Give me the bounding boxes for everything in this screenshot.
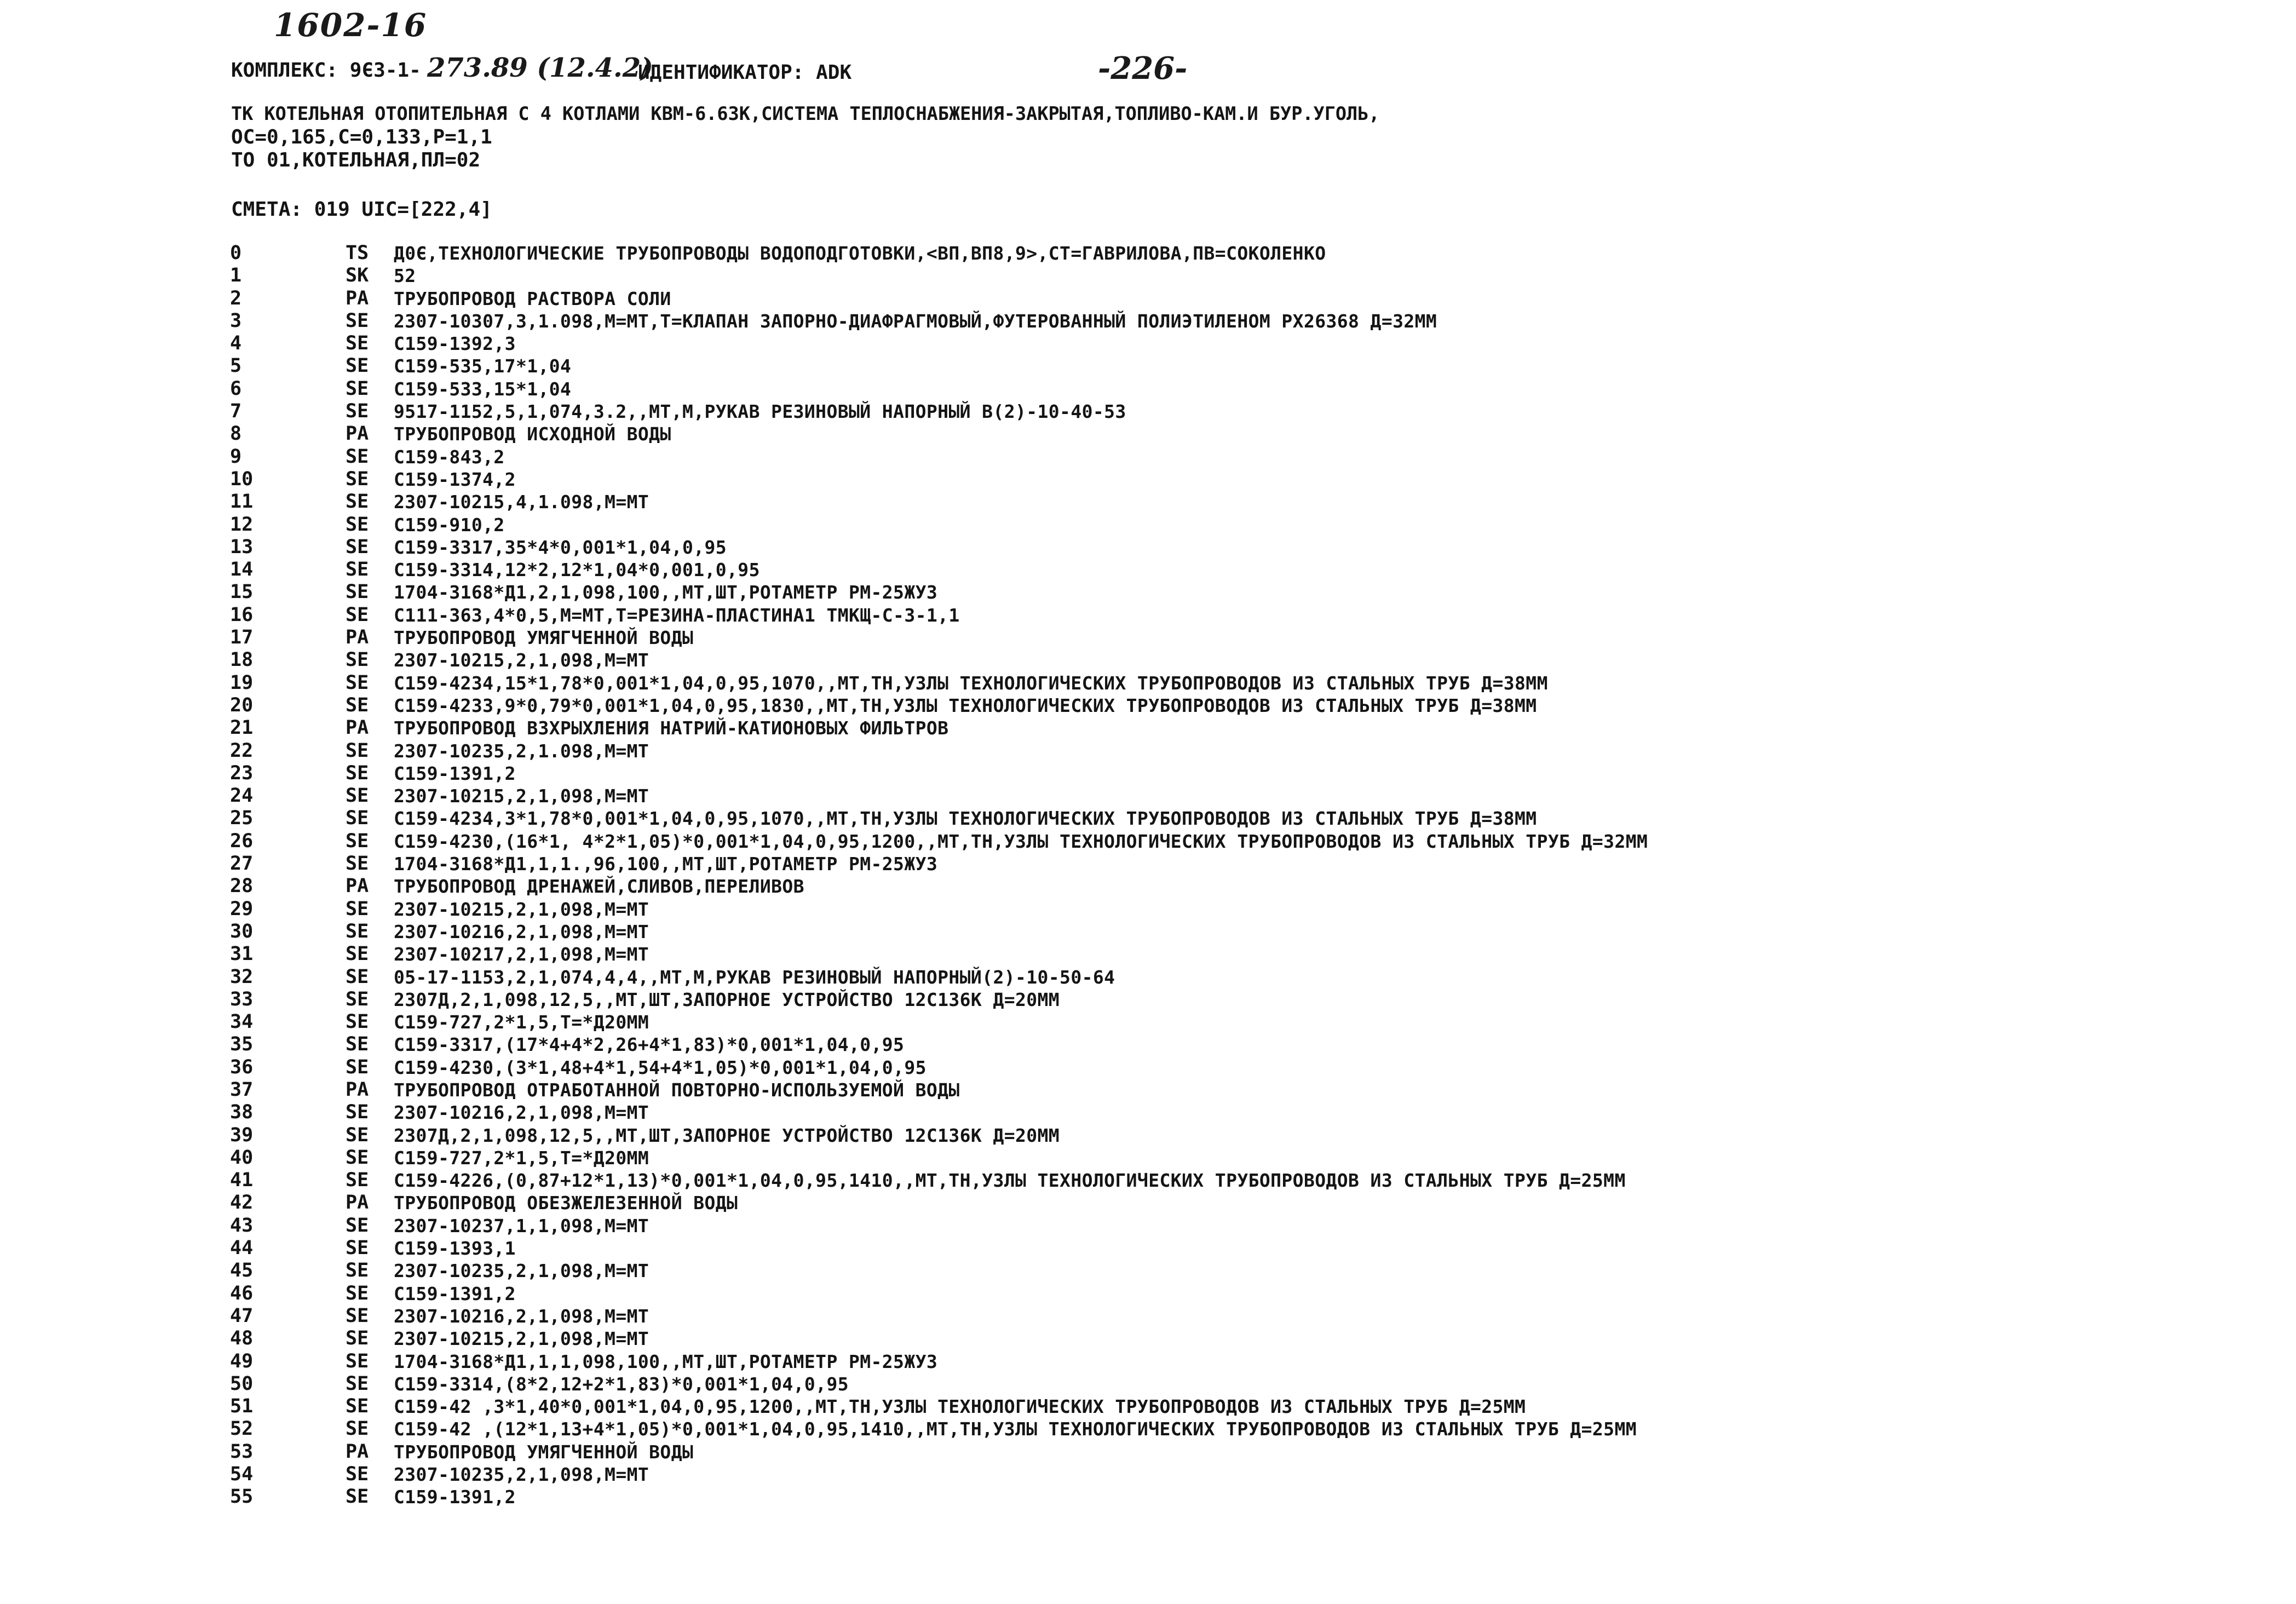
row-code: SE <box>346 468 369 490</box>
row-code: SE <box>346 491 369 513</box>
row-text: С159-3317,35*4*0,001*1,04,0,95 <box>394 536 727 558</box>
row-text: С159-1393,1 <box>394 1238 516 1260</box>
row-text: С159-4230,(3*1,48+4*1,54+4*1,05)*0,001*1,04,0,95 <box>394 1056 927 1078</box>
row-code: PA <box>346 717 369 739</box>
row-number: 6 <box>230 377 242 400</box>
row-code: SE <box>346 536 369 558</box>
row-number: 35 <box>230 1033 254 1056</box>
row-number: 12 <box>230 513 254 536</box>
row-text: С159-4230,(16*1, 4*2*1,05)*0,001*1,04,0,95,1200,,МТ,ТН,УЗЛЫ ТЕХНОЛОГИЧЕСКИХ ТРУБОПРОВОДОВ ИЗ СТАЛЬНЫХ ТРУБ Д=32ММ <box>394 830 1648 852</box>
row-number: 28 <box>230 875 254 898</box>
row-code: SE <box>346 830 369 852</box>
handwritten-complex-code: 273.89 (12.4.2) <box>427 53 653 83</box>
row-text: 2307-10216,2,1,098,М=МТ <box>394 1102 649 1124</box>
row-text: ТРУБОПРОВОД ВЗХРЫХЛЕНИЯ НАТРИЙ-КАТИОНОВЫХ ФИЛЬТРОВ <box>394 717 949 739</box>
row-code: SE <box>346 355 369 377</box>
row-text: 9517-1152,5,1,074,3.2,,МТ,М,РУКАВ РЕЗИНОВЫЙ НАПОРНЫЙ В(2)-10-40-53 <box>394 401 1126 423</box>
row-text: 2307-10235,2,1,098,М=МТ <box>394 1464 649 1486</box>
row-number: 24 <box>230 785 254 807</box>
row-text: С159-1391,2 <box>394 1486 516 1508</box>
row-number: 9 <box>230 445 242 468</box>
row-number: 8 <box>230 423 242 445</box>
row-code: SE <box>346 671 369 694</box>
row-code: SE <box>346 1169 369 1192</box>
row-number: 15 <box>230 581 254 603</box>
row-text: 1704-3168*Д1,2,1,098,100,,МТ,ШТ,РОТАМЕТР РМ-25ЖУЗ <box>394 582 938 603</box>
row-code: SE <box>346 309 369 332</box>
row-text: С159-4234,3*1,78*0,001*1,04,0,95,1070,,МТ,ТН,УЗЛЫ ТЕХНОЛОГИЧЕСКИХ ТРУБОПРОВОДОВ ИЗ СТАЛЬНЫХ ТРУБ Д=38ММ <box>394 808 1537 830</box>
row-number: 13 <box>230 536 254 558</box>
row-number: 37 <box>230 1078 254 1101</box>
row-text: 2307-10215,2,1,098,М=МТ <box>394 649 649 671</box>
identifier-label: ИДЕНТИФИКАТОР: ADK <box>638 61 852 84</box>
row-text: С159-3314,(8*2,12+2*1,83)*0,001*1,04,0,95 <box>394 1373 849 1395</box>
row-code: SE <box>346 1214 369 1237</box>
row-number: 26 <box>230 830 254 852</box>
row-text: С159-727,2*1,5,Т=*Д20ММ <box>394 1011 649 1033</box>
row-number: 52 <box>230 1418 254 1440</box>
handwritten-doc-number: 1602-16 <box>274 7 428 44</box>
row-number: 16 <box>230 603 254 626</box>
row-code: PA <box>346 1192 369 1214</box>
row-code: SE <box>346 445 369 468</box>
row-number: 49 <box>230 1350 254 1372</box>
row-code: SE <box>346 1350 369 1372</box>
row-number: 20 <box>230 694 254 716</box>
row-number: 39 <box>230 1124 254 1146</box>
row-number: 34 <box>230 1011 254 1033</box>
row-text: 2307-10237,1,1,098,М=МТ <box>394 1215 649 1237</box>
row-text: Д0Є,ТЕХНОЛОГИЧЕСКИЕ ТРУБОПРОВОДЫ ВОДОПОДГОТОВКИ,<ВП,ВП8,9>,СТ=ГАВРИЛОВА,ПВ=СОКОЛЕНКО <box>394 243 1326 264</box>
row-text: 2307-10215,2,1,098,М=МТ <box>394 1328 649 1350</box>
row-text: С111-363,4*0,5,М=МТ,Т=РЕЗИНА-ПЛАСТИНА1 ТМКЩ-С-3-1,1 <box>394 604 960 626</box>
smeta-label: СМЕТА: 019 UIC=[222,4] <box>231 198 492 221</box>
row-code: SE <box>346 920 369 942</box>
row-text: С159-3314,12*2,12*1,04*0,001,0,95 <box>394 559 760 581</box>
row-code: SE <box>346 965 369 988</box>
row-code: SE <box>346 377 369 400</box>
row-number: 36 <box>230 1056 254 1078</box>
row-code: PA <box>346 287 369 309</box>
row-text: 2307-10235,2,1.098,М=МТ <box>394 740 649 762</box>
row-number: 18 <box>230 649 254 671</box>
row-number: 44 <box>230 1237 254 1260</box>
row-code: SE <box>346 853 369 875</box>
row-code: PA <box>346 1078 369 1101</box>
row-code: SE <box>346 1395 369 1418</box>
row-number: 43 <box>230 1214 254 1237</box>
row-text: ТРУБОПРОВОД УМЯГЧЕННОЙ ВОДЫ <box>394 627 694 649</box>
row-number: 22 <box>230 739 254 762</box>
row-text: 2307-10215,2,1,098,М=МТ <box>394 898 649 920</box>
row-number: 31 <box>230 943 254 965</box>
row-code: SE <box>346 1486 369 1508</box>
row-number: 3 <box>230 309 242 332</box>
row-number: 32 <box>230 965 254 988</box>
row-number: 40 <box>230 1146 254 1169</box>
row-text: 05-17-1153,2,1,074,4,4,,МТ,М,РУКАВ РЕЗИНОВЫЙ НАПОРНЫЙ(2)-10-50-64 <box>394 966 1115 988</box>
row-code: SE <box>346 1056 369 1078</box>
row-number: 42 <box>230 1192 254 1214</box>
row-number: 53 <box>230 1440 254 1463</box>
row-code: SE <box>346 1418 369 1440</box>
row-text: 2307-10216,2,1,098,М=МТ <box>394 921 649 942</box>
row-code: SE <box>346 1237 369 1260</box>
row-text: С159-42 ,3*1,40*0,001*1,04,0,95,1200,,МТ,ТН,УЗЛЫ ТЕХНОЛОГИЧЕСКИХ ТРУБОПРОВОДОВ ИЗ СТАЛЬНЫХ ТРУБ Д=25ММ <box>394 1396 1526 1418</box>
row-text: С159-910,2 <box>394 514 505 536</box>
row-number: 54 <box>230 1463 254 1486</box>
row-code: SE <box>346 762 369 784</box>
row-text: С159-4233,9*0,79*0,001*1,04,0,95,1830,,МТ,ТН,УЗЛЫ ТЕХНОЛОГИЧЕСКИХ ТРУБОПРОВОДОВ ИЗ СТАЛЬНЫХ ТРУБ Д=38ММ <box>394 694 1537 716</box>
row-number: 38 <box>230 1101 254 1124</box>
row-number: 5 <box>230 355 242 377</box>
row-code: SE <box>346 559 369 581</box>
row-text: ТРУБОПРОВОД РАСТВОРА СОЛИ <box>394 288 671 309</box>
row-code: SE <box>346 1033 369 1056</box>
row-number: 33 <box>230 988 254 1010</box>
row-number: 2 <box>230 287 242 309</box>
row-number: 0 <box>230 242 242 264</box>
row-code: SE <box>346 943 369 965</box>
row-number: 48 <box>230 1327 254 1350</box>
row-text: 2307Д,2,1,098,12,5,,МТ,ШТ,ЗАПОРНОЕ УСТРОЙСТВО 12С136К Д=20ММ <box>394 988 1060 1010</box>
row-text: 2307-10215,2,1,098,М=МТ <box>394 785 649 807</box>
row-code: SE <box>346 1124 369 1146</box>
row-code: SE <box>346 1011 369 1033</box>
row-number: 17 <box>230 626 254 649</box>
row-code: SE <box>346 1372 369 1395</box>
row-code: SE <box>346 898 369 920</box>
row-code: SE <box>346 1101 369 1124</box>
row-number: 30 <box>230 920 254 942</box>
row-text: С159-1391,2 <box>394 1283 516 1304</box>
row-number: 45 <box>230 1260 254 1282</box>
row-text: 2307-10307,3,1.098,М=МТ,Т=КЛАПАН ЗАПОРНО-ДИАФРАГМОВЫЙ,ФУТЕРОВАННЫЙ ПОЛИЭТИЛЕНОМ РХ26368 Д=32ММ <box>394 310 1437 332</box>
row-code: SE <box>346 1282 369 1304</box>
row-code: SE <box>346 1260 369 1282</box>
row-number: 50 <box>230 1372 254 1395</box>
row-text: ТРУБОПРОВОД УМЯГЧЕННОЙ ВОДЫ <box>394 1441 694 1463</box>
row-code: SE <box>346 1146 369 1169</box>
row-text: С159-1392,3 <box>394 333 516 355</box>
row-code: SE <box>346 581 369 603</box>
row-code: SE <box>346 694 369 716</box>
row-number: 21 <box>230 717 254 739</box>
row-text: ТРУБОПРОВОД ОТРАБОТАННОЙ ПОВТОРНО-ИСПОЛЬЗУЕМОЙ ВОДЫ <box>394 1079 960 1101</box>
row-code: SE <box>346 1463 369 1486</box>
row-number: 46 <box>230 1282 254 1304</box>
row-number: 27 <box>230 853 254 875</box>
row-text: С159-535,17*1,04 <box>394 355 572 377</box>
row-text: 1704-3168*Д1,1,1.,96,100,,МТ,ШТ,РОТАМЕТР РМ-25ЖУЗ <box>394 853 938 875</box>
tk-line-3: ТО 01,КОТЕЛЬНАЯ,ПЛ=02 <box>231 149 481 171</box>
row-code: SE <box>346 332 369 355</box>
row-text: 2307-10235,2,1,098,М=МТ <box>394 1260 649 1282</box>
row-text: С159-1391,2 <box>394 762 516 784</box>
row-number: 25 <box>230 807 254 830</box>
row-code: SE <box>346 1327 369 1350</box>
row-number: 19 <box>230 671 254 694</box>
row-text: С159-533,15*1,04 <box>394 378 572 400</box>
row-text: С159-3317,(17*4+4*2,26+4*1,83)*0,001*1,04,0,95 <box>394 1034 905 1056</box>
row-text: С159-4226,(0,87+12*1,13)*0,001*1,04,0,95,1410,,МТ,ТН,УЗЛЫ ТЕХНОЛОГИЧЕСКИХ ТРУБОПРОВОДОВ ИЗ СТАЛЬНЫХ ТРУБ Д=25ММ <box>394 1170 1626 1192</box>
row-text: 2307-10216,2,1,098,М=МТ <box>394 1305 649 1327</box>
row-code: SE <box>346 1304 369 1327</box>
complex-label: КОМПЛЕКС: 9ЄЗ-1- <box>231 59 421 82</box>
row-code: SE <box>346 603 369 626</box>
row-number: 23 <box>230 762 254 784</box>
row-text: 2307-10217,2,1,098,М=МТ <box>394 944 649 965</box>
row-code: SE <box>346 400 369 423</box>
row-text: С159-42 ,(12*1,13+4*1,05)*0,001*1,04,0,95,1410,,МТ,ТН,УЗЛЫ ТЕХНОЛОГИЧЕСКИХ ТРУБОПРОВОДОВ ИЗ СТАЛЬНЫХ ТРУБ Д=25ММ <box>394 1418 1637 1440</box>
row-text: С159-843,2 <box>394 446 505 468</box>
row-number: 11 <box>230 491 254 513</box>
row-text: 2307Д,2,1,098,12,5,,МТ,ШТ,ЗАПОРНОЕ УСТРОЙСТВО 12С136К Д=20ММ <box>394 1124 1060 1146</box>
row-number: 14 <box>230 559 254 581</box>
row-text: С159-1374,2 <box>394 468 516 490</box>
row-number: 41 <box>230 1169 254 1192</box>
row-code: SE <box>346 807 369 830</box>
row-text: С159-4234,15*1,78*0,001*1,04,0,95,1070,,МТ,ТН,УЗЛЫ ТЕХНОЛОГИЧЕСКИХ ТРУБОПРОВОДОВ ИЗ СТАЛЬНЫХ ТРУБ Д=38ММ <box>394 672 1548 694</box>
row-text: 1704-3168*Д1,1,1,098,100,,МТ,ШТ,РОТАМЕТР РМ-25ЖУЗ <box>394 1350 938 1372</box>
row-number: 29 <box>230 898 254 920</box>
row-text: ТРУБОПРОВОД ОБЕЗЖЕЛЕЗЕННОЙ ВОДЫ <box>394 1192 738 1214</box>
row-code: SE <box>346 649 369 671</box>
handwritten-page-number: -226- <box>1098 50 1188 87</box>
row-code: SE <box>346 988 369 1010</box>
row-text: 52 <box>394 265 416 287</box>
row-text: 2307-10215,4,1.098,М=МТ <box>394 491 649 513</box>
row-code: SE <box>346 739 369 762</box>
row-code: SE <box>346 513 369 536</box>
row-text: ТРУБОПРОВОД ДРЕНАЖЕЙ,СЛИВОВ,ПЕРЕЛИВОВ <box>394 876 804 898</box>
row-number: 4 <box>230 332 242 355</box>
row-text: С159-727,2*1,5,Т=*Д20ММ <box>394 1147 649 1169</box>
row-number: 1 <box>230 265 242 287</box>
row-text: ТРУБОПРОВОД ИСХОДНОЙ ВОДЫ <box>394 423 671 445</box>
row-code: SK <box>346 265 369 287</box>
row-number: 7 <box>230 400 242 423</box>
row-number: 55 <box>230 1486 254 1508</box>
row-code: PA <box>346 1440 369 1463</box>
row-number: 47 <box>230 1304 254 1327</box>
row-code: PA <box>346 875 369 898</box>
row-code: TS <box>346 242 369 264</box>
row-code: PA <box>346 626 369 649</box>
row-code: PA <box>346 423 369 445</box>
row-number: 51 <box>230 1395 254 1418</box>
row-code: SE <box>346 785 369 807</box>
tk-line-1: ТК КОТЕЛЬНАЯ ОТОПИТЕЛЬНАЯ С 4 КОТЛАМИ КВМ-6.63К,СИСТЕМА ТЕПЛОСНАБЖЕНИЯ-ЗАКРЫТАЯ,ТОПЛИВО-КАМ.И БУР.УГОЛЬ, <box>231 103 1380 124</box>
tk-line-2: ОС=0,165,С=0,133,Р=1,1 <box>231 126 492 148</box>
row-number: 10 <box>230 468 254 490</box>
